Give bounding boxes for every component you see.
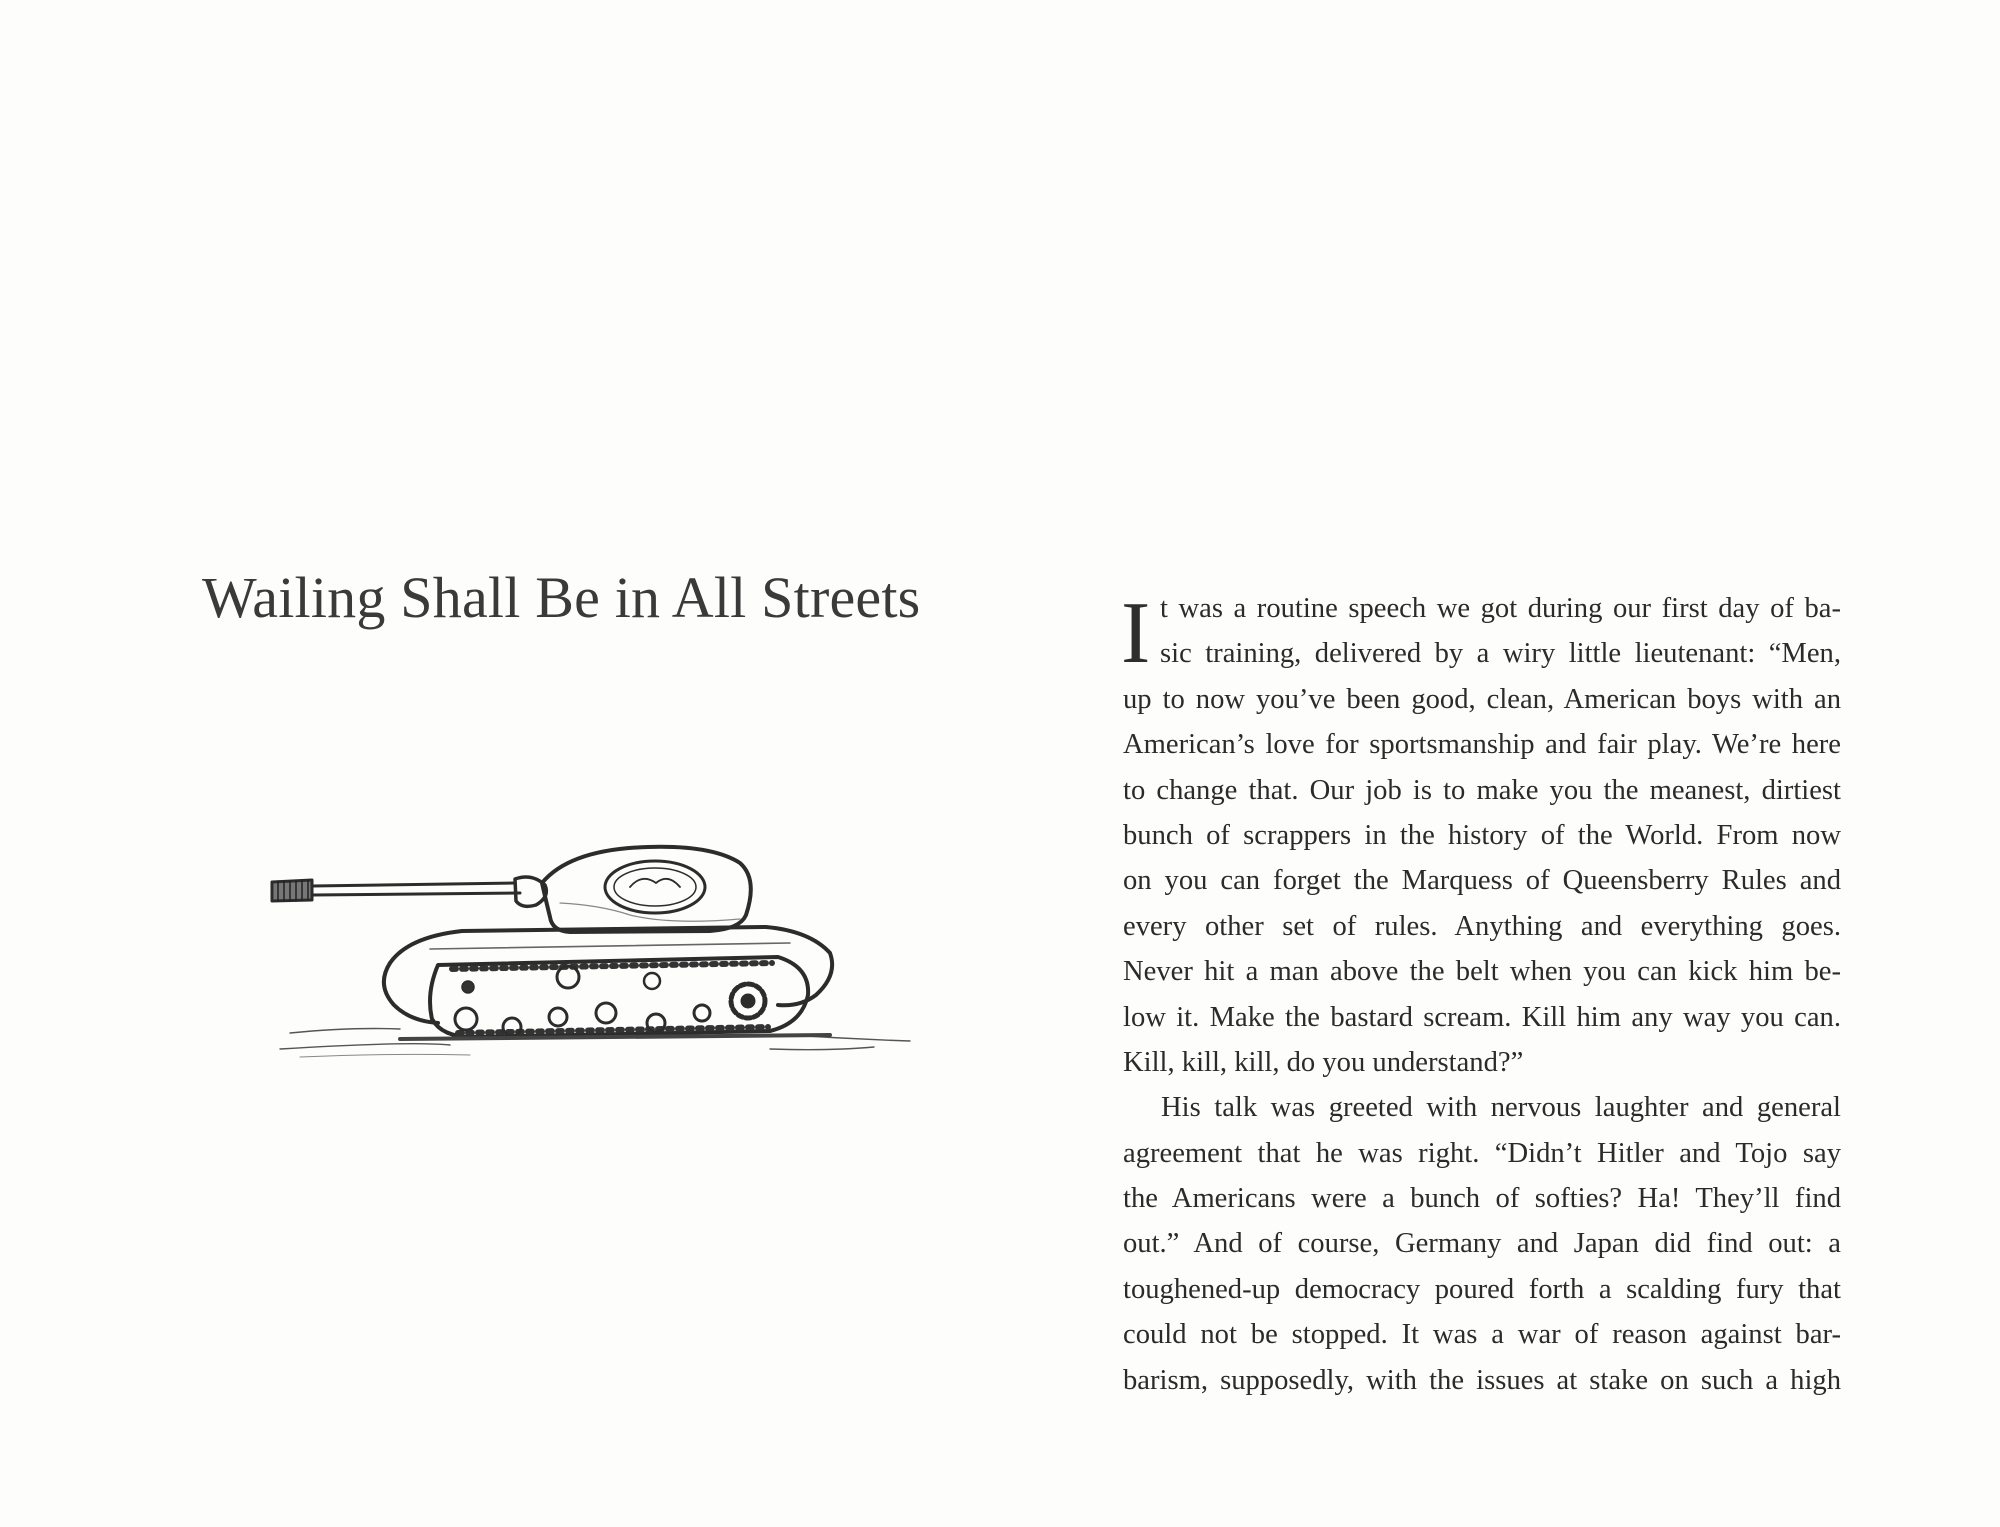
text-line: up to now you’ve been good, clean, American boys with an xyxy=(1123,683,1841,715)
text-line: to change that. Our job is to make you the meanest, dirtiest xyxy=(1123,774,1841,806)
text-line: toughened-up democracy poured forth a scalding fury that xyxy=(1123,1273,1841,1305)
body-text xyxy=(1123,586,1841,1403)
text-line: American’s love for sportsmanship and fair play. We’re here xyxy=(1123,729,1841,761)
tank-sketch-icon xyxy=(270,835,920,1060)
text-line: Never hit a man above the belt when you can kick him be- xyxy=(1123,956,1841,988)
text-line: His talk was greeted with nervous laughter and general xyxy=(1161,1092,1841,1124)
text-line: t was a routine speech we got during our first day of ba- xyxy=(1160,593,1841,624)
text-line: could not be stopped. It was a war of reason against bar- xyxy=(1123,1319,1841,1351)
drop-cap: I xyxy=(1121,585,1151,682)
text-line: the Americans were a bunch of softies? Ha! They’ll find xyxy=(1123,1183,1841,1215)
text-line: agreement that he was right. “Didn’t Hitler and Tojo say xyxy=(1123,1137,1841,1169)
text-line: Kill, kill, kill, do you understand?” xyxy=(1123,1046,1524,1078)
text-line: bunch of scrappers in the history of the World. From now xyxy=(1123,819,1841,851)
text-line: every other set of rules. Anything and everything goes. xyxy=(1123,910,1841,942)
right-page xyxy=(1000,0,2000,1527)
text-line: barism, supposedly, with the issues at stake on such a high xyxy=(1123,1364,1841,1396)
text-line: low it. Make the bastard scream. Kill him any way you can. xyxy=(1123,1001,1841,1033)
text-line: out.” And of course, Germany and Japan did find out: a xyxy=(1123,1228,1841,1260)
text-line: on you can forget the Marquess of Queensberry Rules and xyxy=(1123,865,1841,897)
chapter-title: Wailing Shall Be in All Streets xyxy=(202,565,921,630)
text-line: sic training, delivered by a wiry little lieutenant: “Men, xyxy=(1160,638,1841,670)
